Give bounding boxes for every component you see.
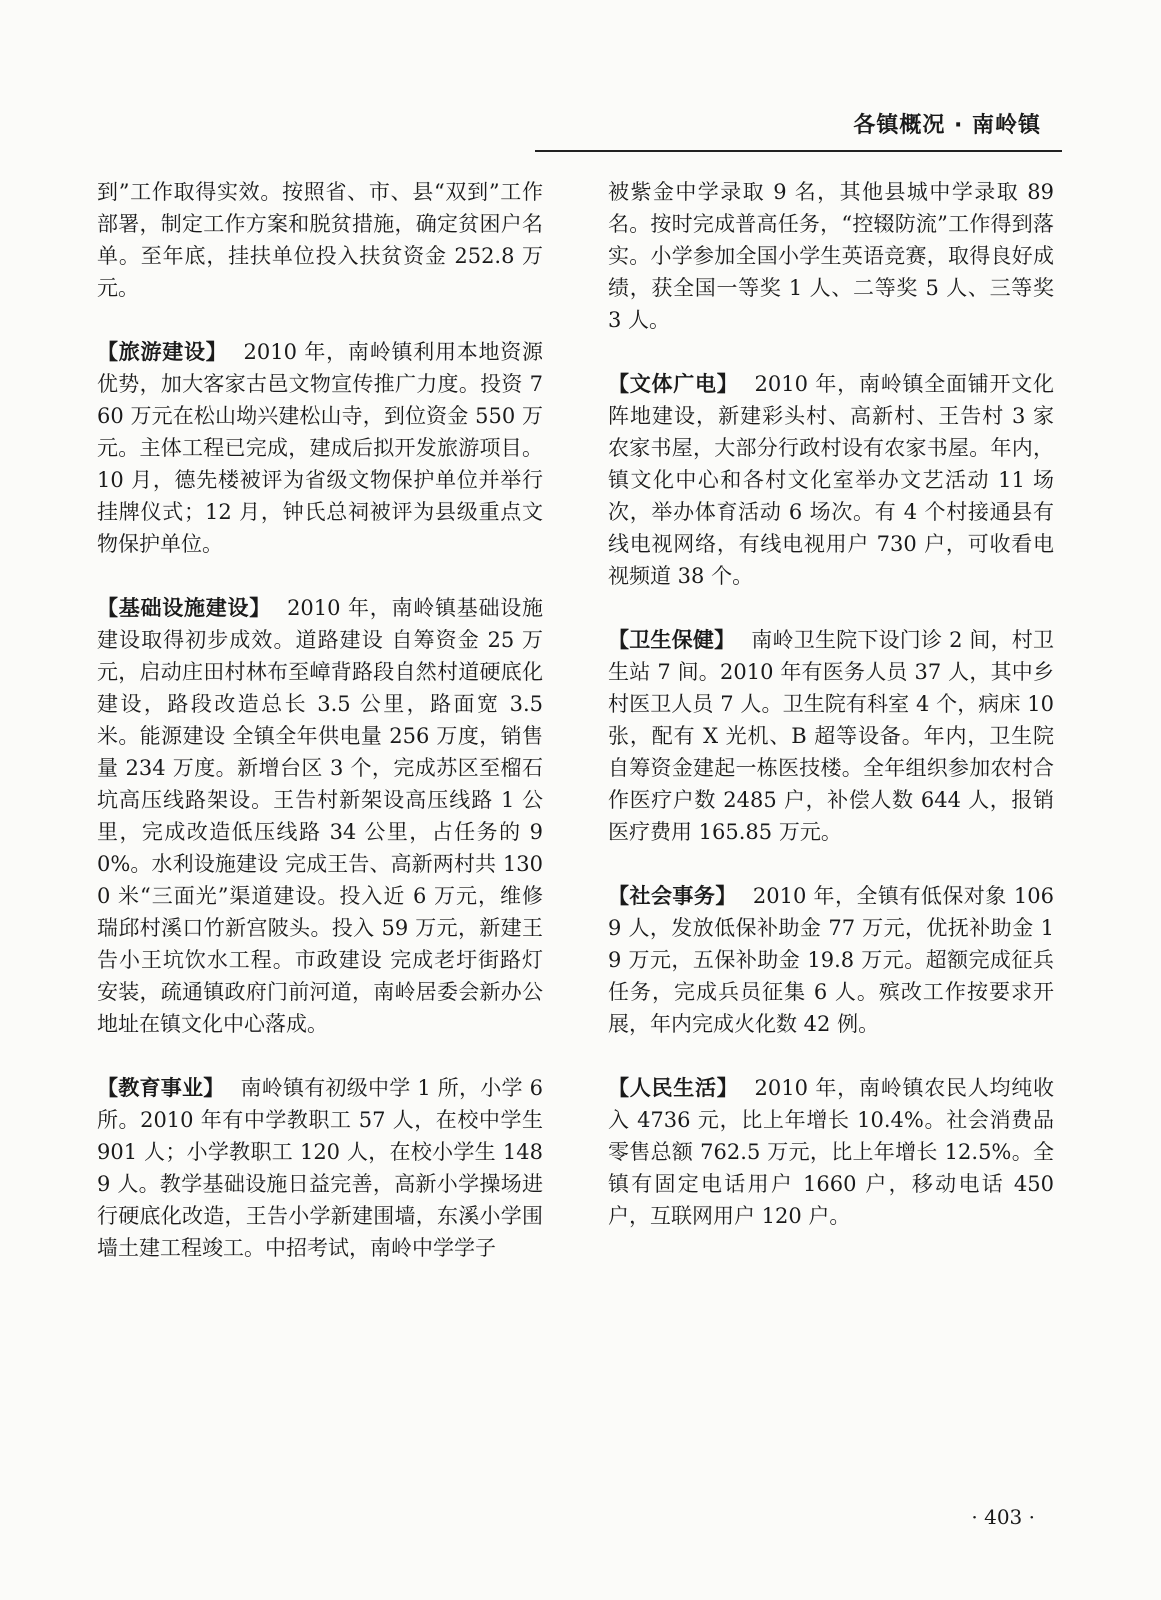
section-title: 【基础设施建设】 bbox=[97, 596, 272, 620]
section-paragraph bbox=[608, 1072, 1054, 1232]
section-title: 【人民生活】 bbox=[608, 1076, 739, 1100]
section-paragraph bbox=[608, 624, 1054, 848]
section-paragraph bbox=[97, 336, 543, 560]
section-paragraph bbox=[97, 592, 543, 1040]
section-paragraph bbox=[608, 880, 1054, 1040]
page-number: · 403 · bbox=[971, 1505, 1035, 1529]
continuation-paragraph: 到”工作取得实效。按照省、市、县“双到”工作部署，制定工作方案和脱贫措施，确定贫困户名单。至年底，挂扶单位投入扶贫资金 252.8 万元。 bbox=[97, 180, 543, 300]
left-column bbox=[97, 176, 543, 1264]
running-header: 各镇概况 · 南岭镇 bbox=[853, 113, 1041, 138]
section-body: 南岭镇有初级中学 1 所，小学 6 所。2010 年有中学教职工 57 人，在校中学生 901 人；小学教职工 120 人，在校小学生 1489 人。教学基础设施日益完善，高新小学操场进行硬底化改造，王告小学新建围墙，东溪小学围墙土建工程竣工。中招考试，南岭中学学子 bbox=[97, 1076, 543, 1260]
section-title: 【旅游建设】 bbox=[97, 340, 228, 364]
section-culture-sports-broadcast bbox=[608, 368, 1054, 592]
section-body: 2010 年，南岭镇基础设施建设取得初步成效。道路建设 自筹资金 25 万元，启动庄田村林布至嶂背路段自然村道硬底化建设，路段改造总长 3.5 公里，路面宽 3.5 米。能源建设 全镇全年供电量 256 万度，销售量 234 万度。新增台区 3 个，完成苏区至榴石坑高压线路架设。王告村新架设高压线路 1 公里，完成改造低压线路 34 公里，占任务的 90%。水利设施建设 完成王告、高新两村共 1300 米“三面光”渠道建设。投入近 6 万元，维修瑞邱村溪口竹新宫陂头。投入 59 万元，新建王告小王坑饮水工程。市政建设 完成老圩街路灯安装，疏通镇政府门前河道，南岭居委会新办公地址在镇文化中心落成。 bbox=[97, 596, 543, 1036]
section-body: 2010 年，南岭镇利用本地资源优势，加大客家古邑文物宣传推广力度。投资 760 万元在松山坳兴建松山寺，到位资金 550 万元。主体工程已完成，建成后拟开发旅游项目。10 月，德先楼被评为省级文物保护单位并举行挂牌仪式；12 月，钟氏总祠被评为县级重点文物保护单位。 bbox=[97, 340, 543, 556]
section-body: 2010 年，南岭镇全面铺开文化阵地建设，新建彩头村、高新村、王告村 3 家农家书屋，大部分行政村设有农家书屋。年内，镇文化中心和各村文化室举办文艺活动 11 场次，举办体育活动 6 场次。有 4 个村接通县有线电视网络，有线电视用户 730 户，可收看电视频道 38 个。 bbox=[608, 372, 1054, 588]
header-rule bbox=[535, 150, 1062, 152]
section-paragraph bbox=[608, 368, 1054, 592]
section-health bbox=[608, 624, 1054, 848]
section-body: 南岭卫生院下设门诊 2 间，村卫生站 7 间。2010 年有医务人员 37 人，其中乡村医卫人员 7 人。卫生院有科室 4 个，病床 10 张，配有 X 光机、B 超等设备。年内，卫生院自筹资金建起一栋医技楼。全年组织参加农村合作医疗户数 2485 户，补偿人数 644 人，报销医疗费用 165.85 万元。 bbox=[608, 628, 1055, 844]
section-title: 【社会事务】 bbox=[608, 884, 737, 908]
section-title: 【文体广电】 bbox=[608, 372, 739, 396]
section-body: 2010 年，南岭镇农民人均纯收入 4736 元，比上年增长 10.4%。社会消费品零售总额 762.5 万元，比上年增长 12.5%。全镇有固定电话用户 1660 户，移动电话 450 户，互联网用户 120 户。 bbox=[608, 1076, 1054, 1228]
section-tourism bbox=[97, 336, 543, 560]
right-column bbox=[608, 176, 1054, 1232]
section-social-affairs bbox=[608, 880, 1054, 1040]
section-people-livelihood bbox=[608, 1072, 1054, 1232]
continuation-paragraph: 被紫金中学录取 9 名，其他县城中学录取 89 名。按时完成普高任务，“控辍防流”工作得到落实。小学参加全国小学生英语竞赛，取得良好成绩，获全国一等奖 1 人、二等奖 5 人、三等奖 3 人。 bbox=[608, 180, 1054, 332]
section-body: 2010 年，全镇有低保对象 1069 人，发放低保补助金 77 万元，优抚补助金 19 万元，五保补助金 19.8 万元。超额完成征兵任务，完成兵员征集 6 人。殡改工作按要求开展，年内完成火化数 42 例。 bbox=[608, 884, 1054, 1036]
section-education bbox=[97, 1072, 543, 1264]
section-infrastructure bbox=[97, 592, 543, 1040]
section-paragraph bbox=[97, 1072, 543, 1264]
section-title: 【卫生保健】 bbox=[608, 628, 736, 652]
section-title: 【教育事业】 bbox=[97, 1076, 225, 1100]
